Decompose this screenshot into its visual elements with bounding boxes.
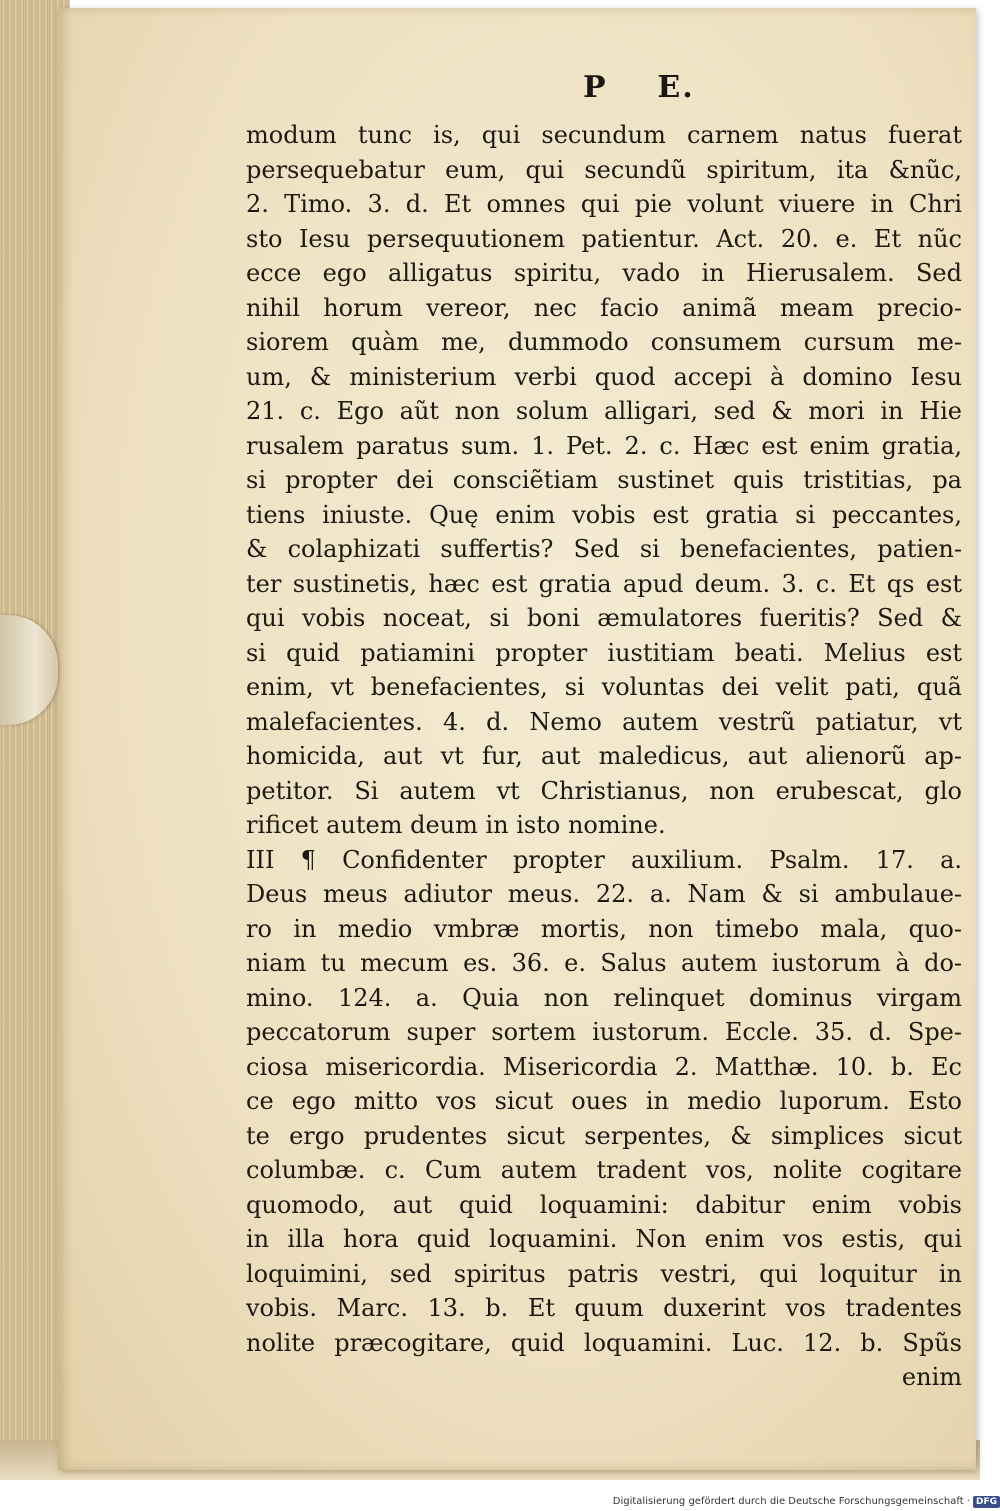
text-line-23: Deus meus adiutor meus. 22. a. Nam & si ambulaue- (246, 880, 962, 908)
text-line-33: in illa hora quid loquamini. Non enim vos estis, qui (246, 1225, 962, 1253)
text-line-14: ter sustinetis, hæc est gratia apud deum. 3. c. Et qs est (246, 569, 962, 598)
text-line-21: rificet autem deum in isto nomine. (246, 811, 666, 839)
text-line-32: quomodo, aut quid loquamini: dabitur enim vobis (246, 1190, 962, 1219)
text-line-22: III ¶ Confidenter propter auxilium. Psalm. 17. a. (246, 845, 962, 874)
text-line-31: columbæ. c. Cum autem tradent vos, nolite cogitare (246, 1156, 962, 1184)
text-line-7: siorem quàm me, dummodo consumem cursum me- (246, 328, 962, 356)
text-line-27: peccatorum super sortem iustorum. Eccle. 35. d. Spe- (246, 1018, 962, 1046)
text-line-16: si quid patiamini propter iustitiam beati. Melius est (246, 638, 962, 667)
text-block (246, 118, 962, 1395)
dfg-logo: DFG (973, 1496, 1000, 1508)
text-line-30: te ergo prudentes sicut serpentes, & simplices sicut (246, 1121, 962, 1150)
text-line-18: malefacientes. 4. d. Nemo autem vestrũ patiatur, vt (246, 707, 962, 736)
text-line-4: sto Iesu persequutionem patientur. Act. 20. e. Et nũc (246, 224, 962, 253)
text-line-3: 2. Timo. 3. d. Et omnes qui pie volunt viuere in Chri (246, 190, 962, 218)
text-line-9: 21. c. Ego aũt non solum alligari, sed & mori in Hie (246, 397, 962, 425)
text-line-13: & colaphizati suffertis? Sed si benefacientes, patien- (246, 535, 962, 563)
text-line-34: loquimini, sed spiritus patris vestri, qui loquitur in (246, 1259, 962, 1288)
catchword: enim (901, 1363, 962, 1391)
text-line-17: enim, vt benefacientes, si voluntas dei velit pati, quã (246, 673, 962, 701)
text-line-2: persequebatur eum, qui secundũ spiritum, ita &nũc, (246, 155, 962, 184)
running-header: P E. (583, 70, 695, 105)
text-line-19: homicida, aut vt fur, aut maledicus, aut alienorũ ap- (246, 742, 962, 770)
text-line-8: um, & ministerium verbi quod accepi à domino Iesu (246, 362, 962, 391)
text-line-35: vobis. Marc. 13. b. Et quum duxerint vos tradentes (246, 1294, 962, 1322)
text-line-36: nolite præcogitare, quid loquamini. Luc. 12. b. Spũs (246, 1328, 962, 1357)
footer-credit: Digitalisierung gefördert durch die Deutsche Forschungsgemeinschaft · (612, 1496, 970, 1507)
text-line-11: si propter dei consciẽtiam sustinet quis tristitias, pa (246, 466, 962, 494)
text-line-12: tiens iniuste. Quę enim vobis est gratia si peccantes, (246, 500, 962, 529)
text-line-6: nihil horum vereor, nec facio animã meam precio- (246, 293, 962, 322)
text-line-29: ce ego mitto vos sicut oues in medio luporum. Esto (246, 1087, 962, 1115)
footer-bar (600, 1493, 1000, 1511)
text-line-5: ecce ego alligatus spiritu, vado in Hierusalem. Sed (246, 259, 962, 287)
text-line-28: ciosa misericordia. Misericordia 2. Matthæ. 10. b. Ec (246, 1052, 962, 1081)
text-line-25: niam tu mecum es. 36. e. Salus autem iustorum à do- (246, 949, 962, 977)
text-line-26: mino. 124. a. Quia non relinquet dominus virgam (246, 983, 962, 1012)
text-line-15: qui vobis noceat, si boni æmulatores fueritis? Sed & (246, 604, 962, 632)
text-line-1: modum tunc is, qui secundum carnem natus fuerat (246, 121, 962, 149)
text-line-24: ro in medio vmbræ mortis, non timebo mala, quo- (246, 914, 962, 943)
text-line-10: rusalem paratus sum. 1. Pet. 2. c. Hæc est enim gratia, (246, 431, 962, 460)
text-line-20: petitor. Si autem vt Christianus, non erubescat, glo (246, 776, 962, 805)
